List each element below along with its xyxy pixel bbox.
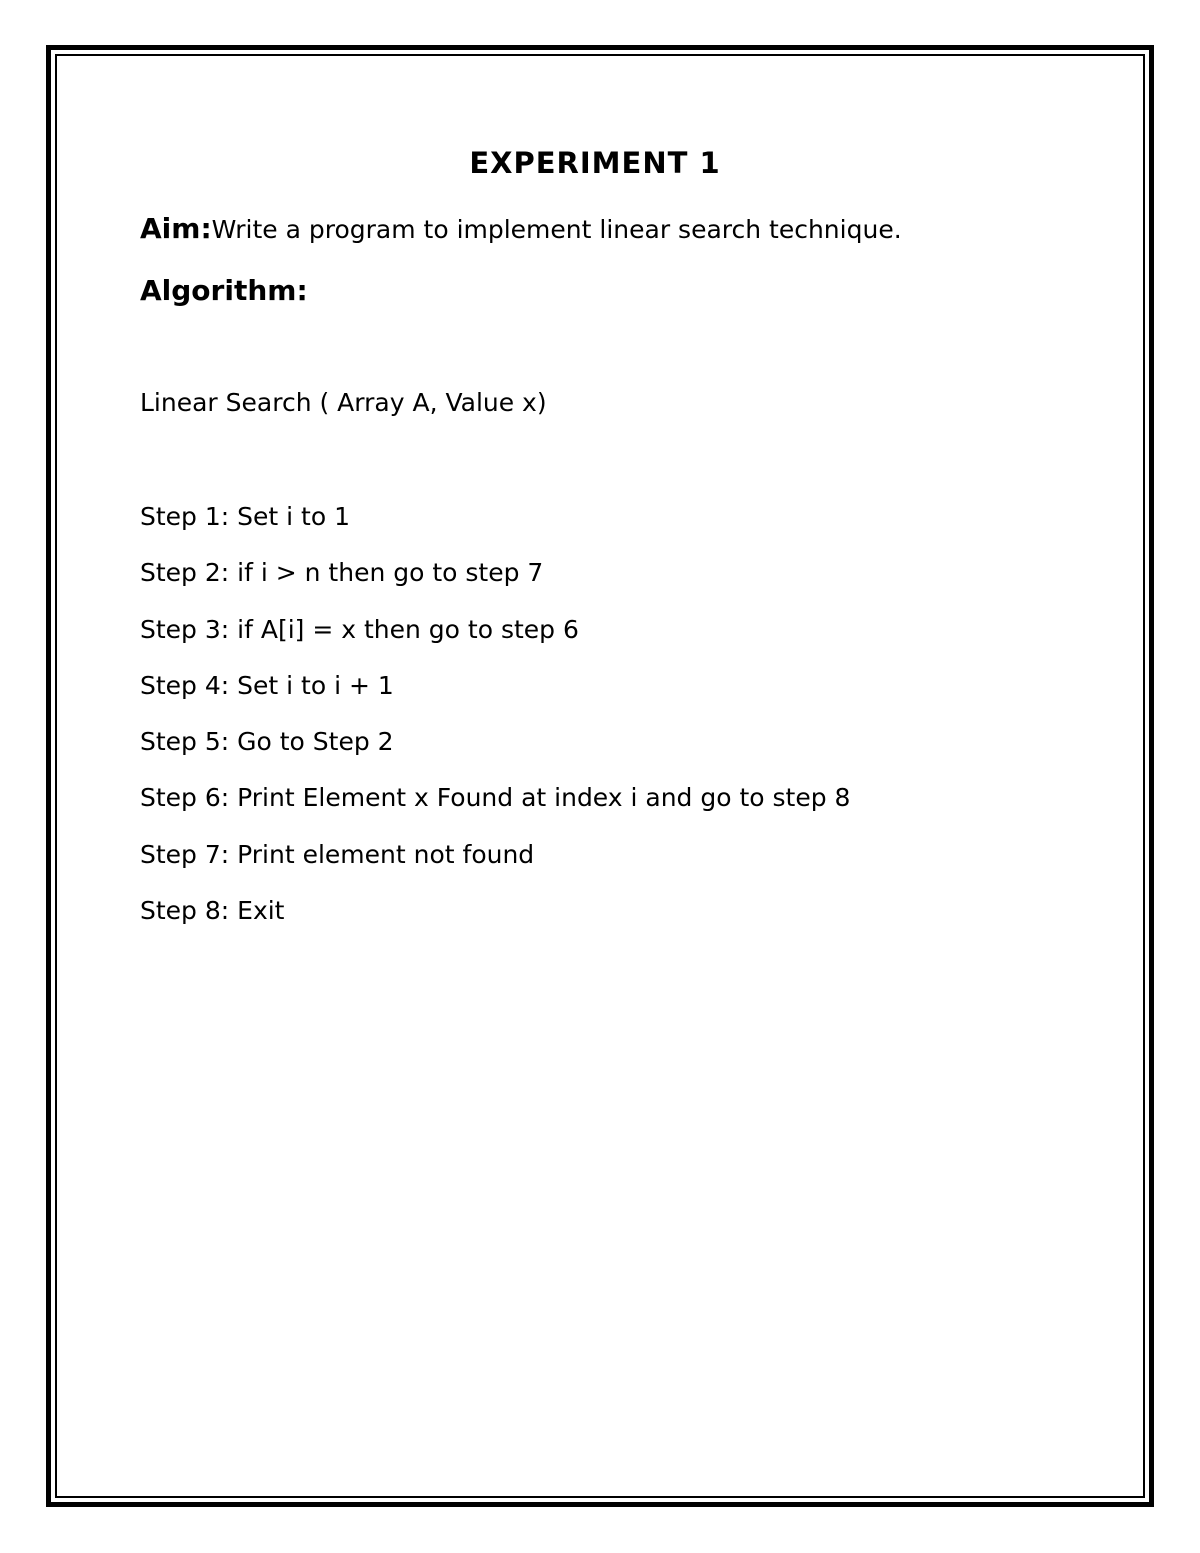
algorithm-heading: Algorithm: <box>140 274 308 307</box>
algorithm-signature: Linear Search ( Array A, Value x) <box>140 388 547 417</box>
aim-label: Aim: <box>140 212 212 245</box>
algorithm-step: Step 7: Print element not found <box>140 839 535 869</box>
algorithm-step: Step 5: Go to Step 2 <box>140 727 394 757</box>
algorithm-step: Step 4: Set i to i + 1 <box>140 670 394 700</box>
algorithm-step: Step 2: if i > n then go to step 7 <box>140 558 544 588</box>
aim-line <box>140 212 902 245</box>
page-title: EXPERIMENT 1 <box>469 146 721 180</box>
algorithm-steps <box>140 500 850 950</box>
algorithm-step: Step 3: if A[i] = x then go to step 6 <box>140 614 579 644</box>
algorithm-step: Step 6: Print Element x Found at index i and go to step 8 <box>140 783 851 813</box>
algorithm-step: Step 8: Exit <box>140 896 285 926</box>
algorithm-step: Step 1: Set i to 1 <box>140 502 350 531</box>
aim-text: Write a program to implement linear search technique. <box>211 215 902 244</box>
